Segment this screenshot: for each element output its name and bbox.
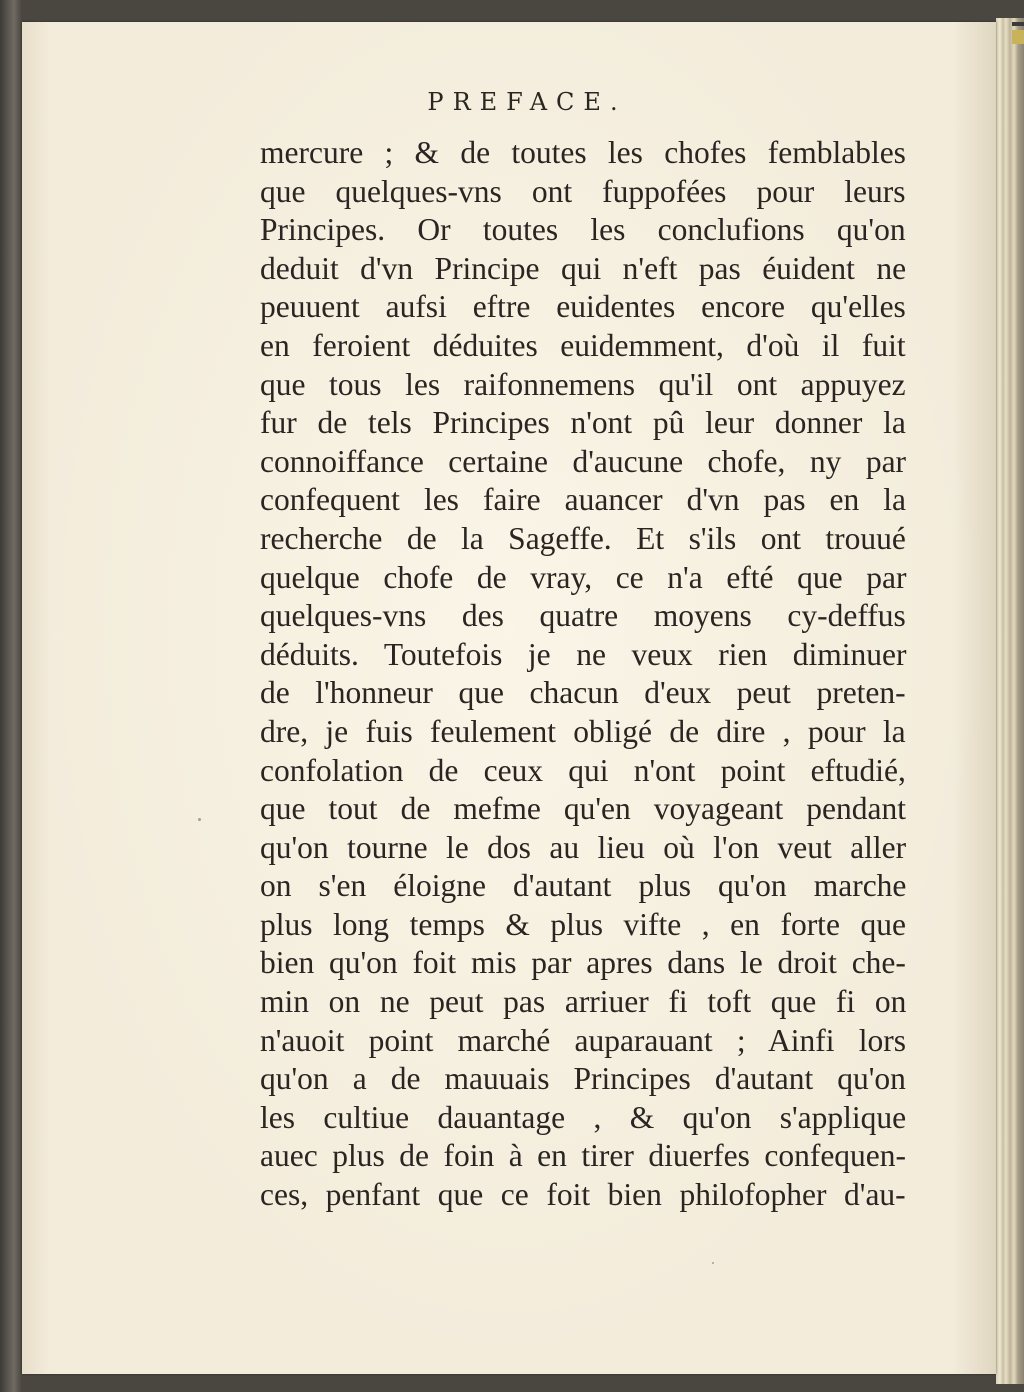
text-line: déduits. Toutefois je ne veux rien diminuer: [260, 636, 907, 672]
text-line: auec plus de foin à en tirer diuerfes confequen-: [260, 1138, 907, 1174]
text-line: Principes. Or toutes les conclufions qu'on: [260, 212, 906, 248]
text-line: plus long temps & plus vifte , en forte que: [260, 906, 906, 942]
text-line: en feroient déduites euidemment, d'où il fuit: [260, 327, 906, 363]
text-line: les cultiue dauantage , & qu'on s'applique: [260, 1099, 907, 1135]
color-calibration-tab: [1012, 30, 1024, 44]
text-line: ces, penfant que ce foit bien philofopher d'au-: [260, 1177, 906, 1213]
running-head: PREFACE.: [427, 88, 627, 116]
text-line: que quelques-vns ont fuppofées pour leurs: [260, 173, 906, 209]
text-line: quelque chofe de vray, ce n'a efté que par: [260, 559, 907, 595]
text-line: recherche de la Sageffe. Et s'ils ont trouué: [260, 520, 906, 556]
text-line: n'auoit point marché auparauant ; Ainfi lors: [260, 1022, 906, 1058]
text-line: qu'on tourne le dos au lieu où l'on veut aller: [260, 829, 907, 865]
text-line: peuuent aufsi eftre euidentes encore qu'elles: [260, 289, 906, 325]
text-line: deduit d'vn Principe qui n'eft pas éuident ne: [260, 250, 907, 286]
edge-marker: [1012, 22, 1024, 26]
paper-speck: [198, 818, 201, 821]
text-line: on s'en éloigne d'autant plus qu'on marche: [260, 868, 907, 904]
text-line: quelques-vns des quatre moyens cy-deffus: [260, 598, 906, 634]
text-line: confolation de ceux qui n'ont point eftudié,: [260, 752, 906, 788]
text-line: dre, je fuis feulement obligé de dire , pour la: [260, 713, 906, 749]
book-fore-edge: [996, 18, 1024, 1384]
text-line: fur de tels Principes n'ont pû leur donner la: [260, 405, 906, 441]
text-line: que tous les raifonnemens qu'il ont appuyez: [260, 366, 906, 402]
body-text: [260, 134, 906, 1215]
text-line: qu'on a de mauuais Principes d'autant qu'on: [260, 1061, 906, 1097]
text-line: min on ne peut pas arriuer fi toft que fi on: [260, 984, 907, 1020]
paper-speck: [712, 1262, 714, 1264]
text-line: confequent les faire auancer d'vn pas en la: [260, 482, 907, 518]
text-line: mercure ; & de toutes les chofes femblables: [260, 135, 906, 170]
text-line: de l'honneur que chacun d'eux peut preten-: [260, 675, 906, 711]
text-line: connoiffance certaine d'aucune chofe, ny par: [260, 443, 907, 479]
text-line: que tout de mefme qu'en voyageant pendant: [260, 791, 907, 827]
text-line: bien qu'on foit mis par apres dans le droit che-: [260, 945, 906, 981]
